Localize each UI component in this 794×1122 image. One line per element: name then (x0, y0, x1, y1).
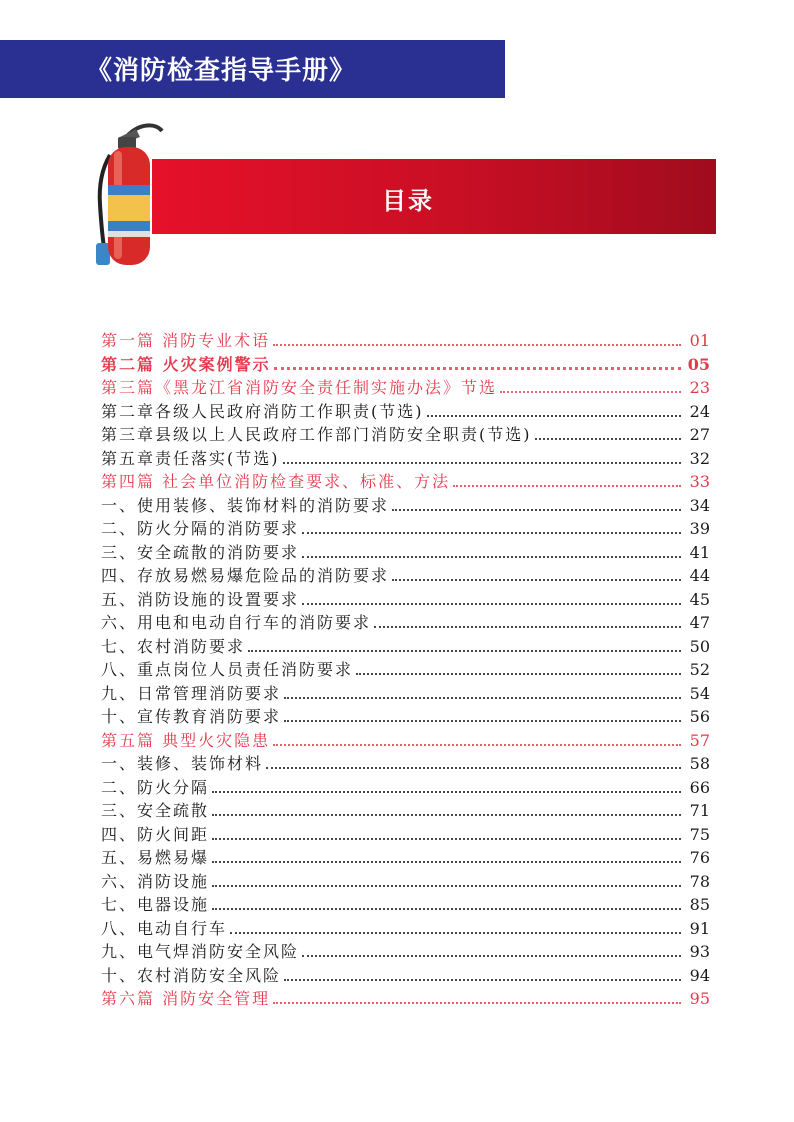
toc-entry-page: 56 (689, 707, 710, 726)
dot-leader (283, 462, 682, 464)
dot-leader (302, 556, 681, 558)
toc-entry[interactable] (101, 752, 710, 776)
toc-entry[interactable] (101, 893, 710, 917)
toc-entry-page: 94 (689, 965, 710, 985)
dot-leader (392, 509, 681, 511)
toc-entry-page: 23 (689, 378, 710, 397)
toc-entry[interactable] (101, 353, 710, 377)
toc-entry-page: 24 (689, 401, 710, 421)
toc-entry-page: 93 (689, 942, 710, 961)
dot-leader (274, 367, 681, 370)
dot-leader (273, 744, 681, 746)
dot-leader (284, 979, 681, 981)
toc-entry[interactable] (101, 588, 710, 612)
toc-entry[interactable] (101, 494, 710, 518)
toc-entry[interactable] (101, 376, 710, 400)
toc-entry-page: 50 (689, 636, 710, 656)
toc-entry-label: 第三篇《黑龙江省消防安全责任制实施办法》节选 (101, 378, 498, 397)
toc-entry-label: 八、电动自行车 (101, 918, 228, 938)
toc-entry[interactable] (101, 987, 710, 1011)
toc-entry[interactable] (101, 658, 710, 682)
dot-leader (535, 438, 682, 440)
table-of-contents (101, 329, 710, 1011)
toc-entry-page: 58 (689, 754, 710, 773)
toc-entry-label: 六、消防设施 (101, 871, 210, 891)
toc-entry[interactable] (101, 517, 710, 541)
toc-entry-label: 一、装修、装饰材料 (101, 754, 264, 773)
toc-entry-label: 八、重点岗位人员责任消防要求 (101, 660, 354, 679)
dot-leader (266, 767, 681, 769)
toc-entry[interactable] (101, 447, 710, 471)
toc-entry[interactable] (101, 400, 710, 424)
toc-entry[interactable] (101, 541, 710, 565)
dot-leader (392, 579, 681, 581)
dot-leader (500, 391, 681, 393)
toc-entry-page: 57 (689, 730, 710, 750)
toc-entry-page: 71 (689, 801, 710, 820)
toc-entry-label: 十、农村消防安全风险 (101, 965, 282, 985)
toc-entry-page: 34 (689, 495, 710, 515)
toc-entry-label: 九、日常管理消防要求 (101, 683, 282, 703)
fire-extinguisher-icon (90, 115, 170, 275)
toc-entry-page: 75 (689, 824, 710, 844)
toc-entry-page: 27 (689, 425, 710, 444)
toc-entry-page: 33 (689, 472, 710, 491)
toc-entry-page: 95 (689, 989, 710, 1008)
toc-entry-label: 四、存放易燃易爆危险品的消防要求 (101, 566, 390, 585)
toc-entry[interactable] (101, 423, 710, 447)
toc-entry-page: 47 (689, 613, 710, 632)
toc-entry-label: 五、消防设施的设置要求 (101, 589, 300, 609)
dot-leader (427, 415, 682, 417)
toc-entry-page: 44 (689, 566, 710, 585)
toc-entry-label: 二、防火分隔的消防要求 (101, 519, 300, 538)
dot-leader (284, 720, 681, 722)
dot-leader (248, 650, 681, 652)
toc-entry[interactable] (101, 729, 710, 753)
toc-entry-label: 七、电器设施 (101, 895, 210, 914)
dot-leader (273, 1002, 681, 1004)
dot-leader (374, 626, 681, 628)
toc-entry-page: 66 (689, 777, 710, 797)
toc-entry[interactable] (101, 870, 710, 894)
toc-entry-page: 52 (689, 660, 710, 679)
toc-entry-label: 九、电气焊消防安全风险 (101, 942, 300, 961)
dot-leader (212, 861, 681, 863)
dot-leader (212, 885, 681, 887)
toc-entry-page: 39 (689, 519, 710, 538)
dot-leader (302, 532, 681, 534)
toc-entry-label: 第五篇 典型火灾隐患 (101, 730, 271, 750)
toc-heading: 目录 (382, 187, 434, 215)
toc-entry-page: 01 (689, 331, 710, 350)
dot-leader (212, 908, 681, 910)
toc-entry-label: 第一篇 消防专业术语 (101, 331, 271, 350)
toc-entry[interactable] (101, 564, 710, 588)
toc-entry-label: 五、易燃易爆 (101, 848, 210, 867)
toc-entry[interactable] (101, 329, 710, 353)
dot-leader (284, 697, 681, 699)
header-banner (0, 40, 505, 98)
toc-entry[interactable] (101, 917, 710, 941)
toc-entry-page: 85 (689, 895, 710, 914)
toc-entry-label: 第六篇 消防安全管理 (101, 989, 271, 1008)
dot-leader (302, 955, 681, 957)
toc-banner (152, 159, 716, 234)
toc-entry-label: 六、用电和电动自行车的消防要求 (101, 613, 372, 632)
toc-entry[interactable] (101, 705, 710, 729)
toc-entry[interactable] (101, 823, 710, 847)
dot-leader (356, 673, 681, 675)
toc-entry-page: 41 (689, 542, 710, 562)
document-title: 《消防检查指导手册》 (86, 56, 357, 86)
toc-entry-label: 第二篇 火灾案例警示 (101, 354, 271, 374)
toc-entry-label: 一、使用装修、装饰材料的消防要求 (101, 495, 390, 515)
toc-entry[interactable] (101, 846, 710, 870)
toc-entry-label: 第三章县级以上人民政府工作部门消防安全职责(节选) (101, 425, 532, 444)
toc-entry[interactable] (101, 940, 710, 964)
dot-leader (212, 838, 681, 840)
toc-entry-label: 第五章责任落实(节选) (101, 448, 280, 468)
toc-entry[interactable] (101, 682, 710, 706)
dot-leader (230, 932, 681, 934)
toc-entry-page: 54 (689, 683, 710, 703)
toc-entry-label: 二、防火分隔 (101, 777, 210, 797)
toc-entry-page: 76 (689, 848, 710, 867)
toc-entry-label: 三、安全疏散 (101, 801, 210, 820)
toc-entry-label: 第二章各级人民政府消防工作职责(节选) (101, 401, 424, 421)
toc-entry-page: 05 (687, 354, 710, 374)
toc-entry-label: 十、宣传教育消防要求 (101, 707, 282, 726)
toc-entry-label: 四、防火间距 (101, 824, 210, 844)
toc-entry-label: 三、安全疏散的消防要求 (101, 542, 300, 562)
dot-leader (212, 814, 681, 816)
toc-entry-label: 第四篇 社会单位消防检查要求、标准、方法 (101, 472, 451, 491)
toc-entry[interactable] (101, 470, 710, 494)
toc-entry[interactable] (101, 776, 710, 800)
toc-entry-page: 32 (689, 448, 710, 468)
toc-entry-page: 45 (689, 589, 710, 609)
dot-leader (273, 344, 681, 346)
dot-leader (302, 603, 681, 605)
dot-leader (212, 791, 681, 793)
toc-entry-page: 78 (689, 871, 710, 891)
toc-entry-page: 91 (689, 918, 710, 938)
toc-entry[interactable] (101, 635, 710, 659)
toc-entry[interactable] (101, 799, 710, 823)
dot-leader (453, 485, 681, 487)
toc-entry-label: 七、农村消防要求 (101, 636, 246, 656)
toc-entry[interactable] (101, 964, 710, 988)
toc-entry[interactable] (101, 611, 710, 635)
